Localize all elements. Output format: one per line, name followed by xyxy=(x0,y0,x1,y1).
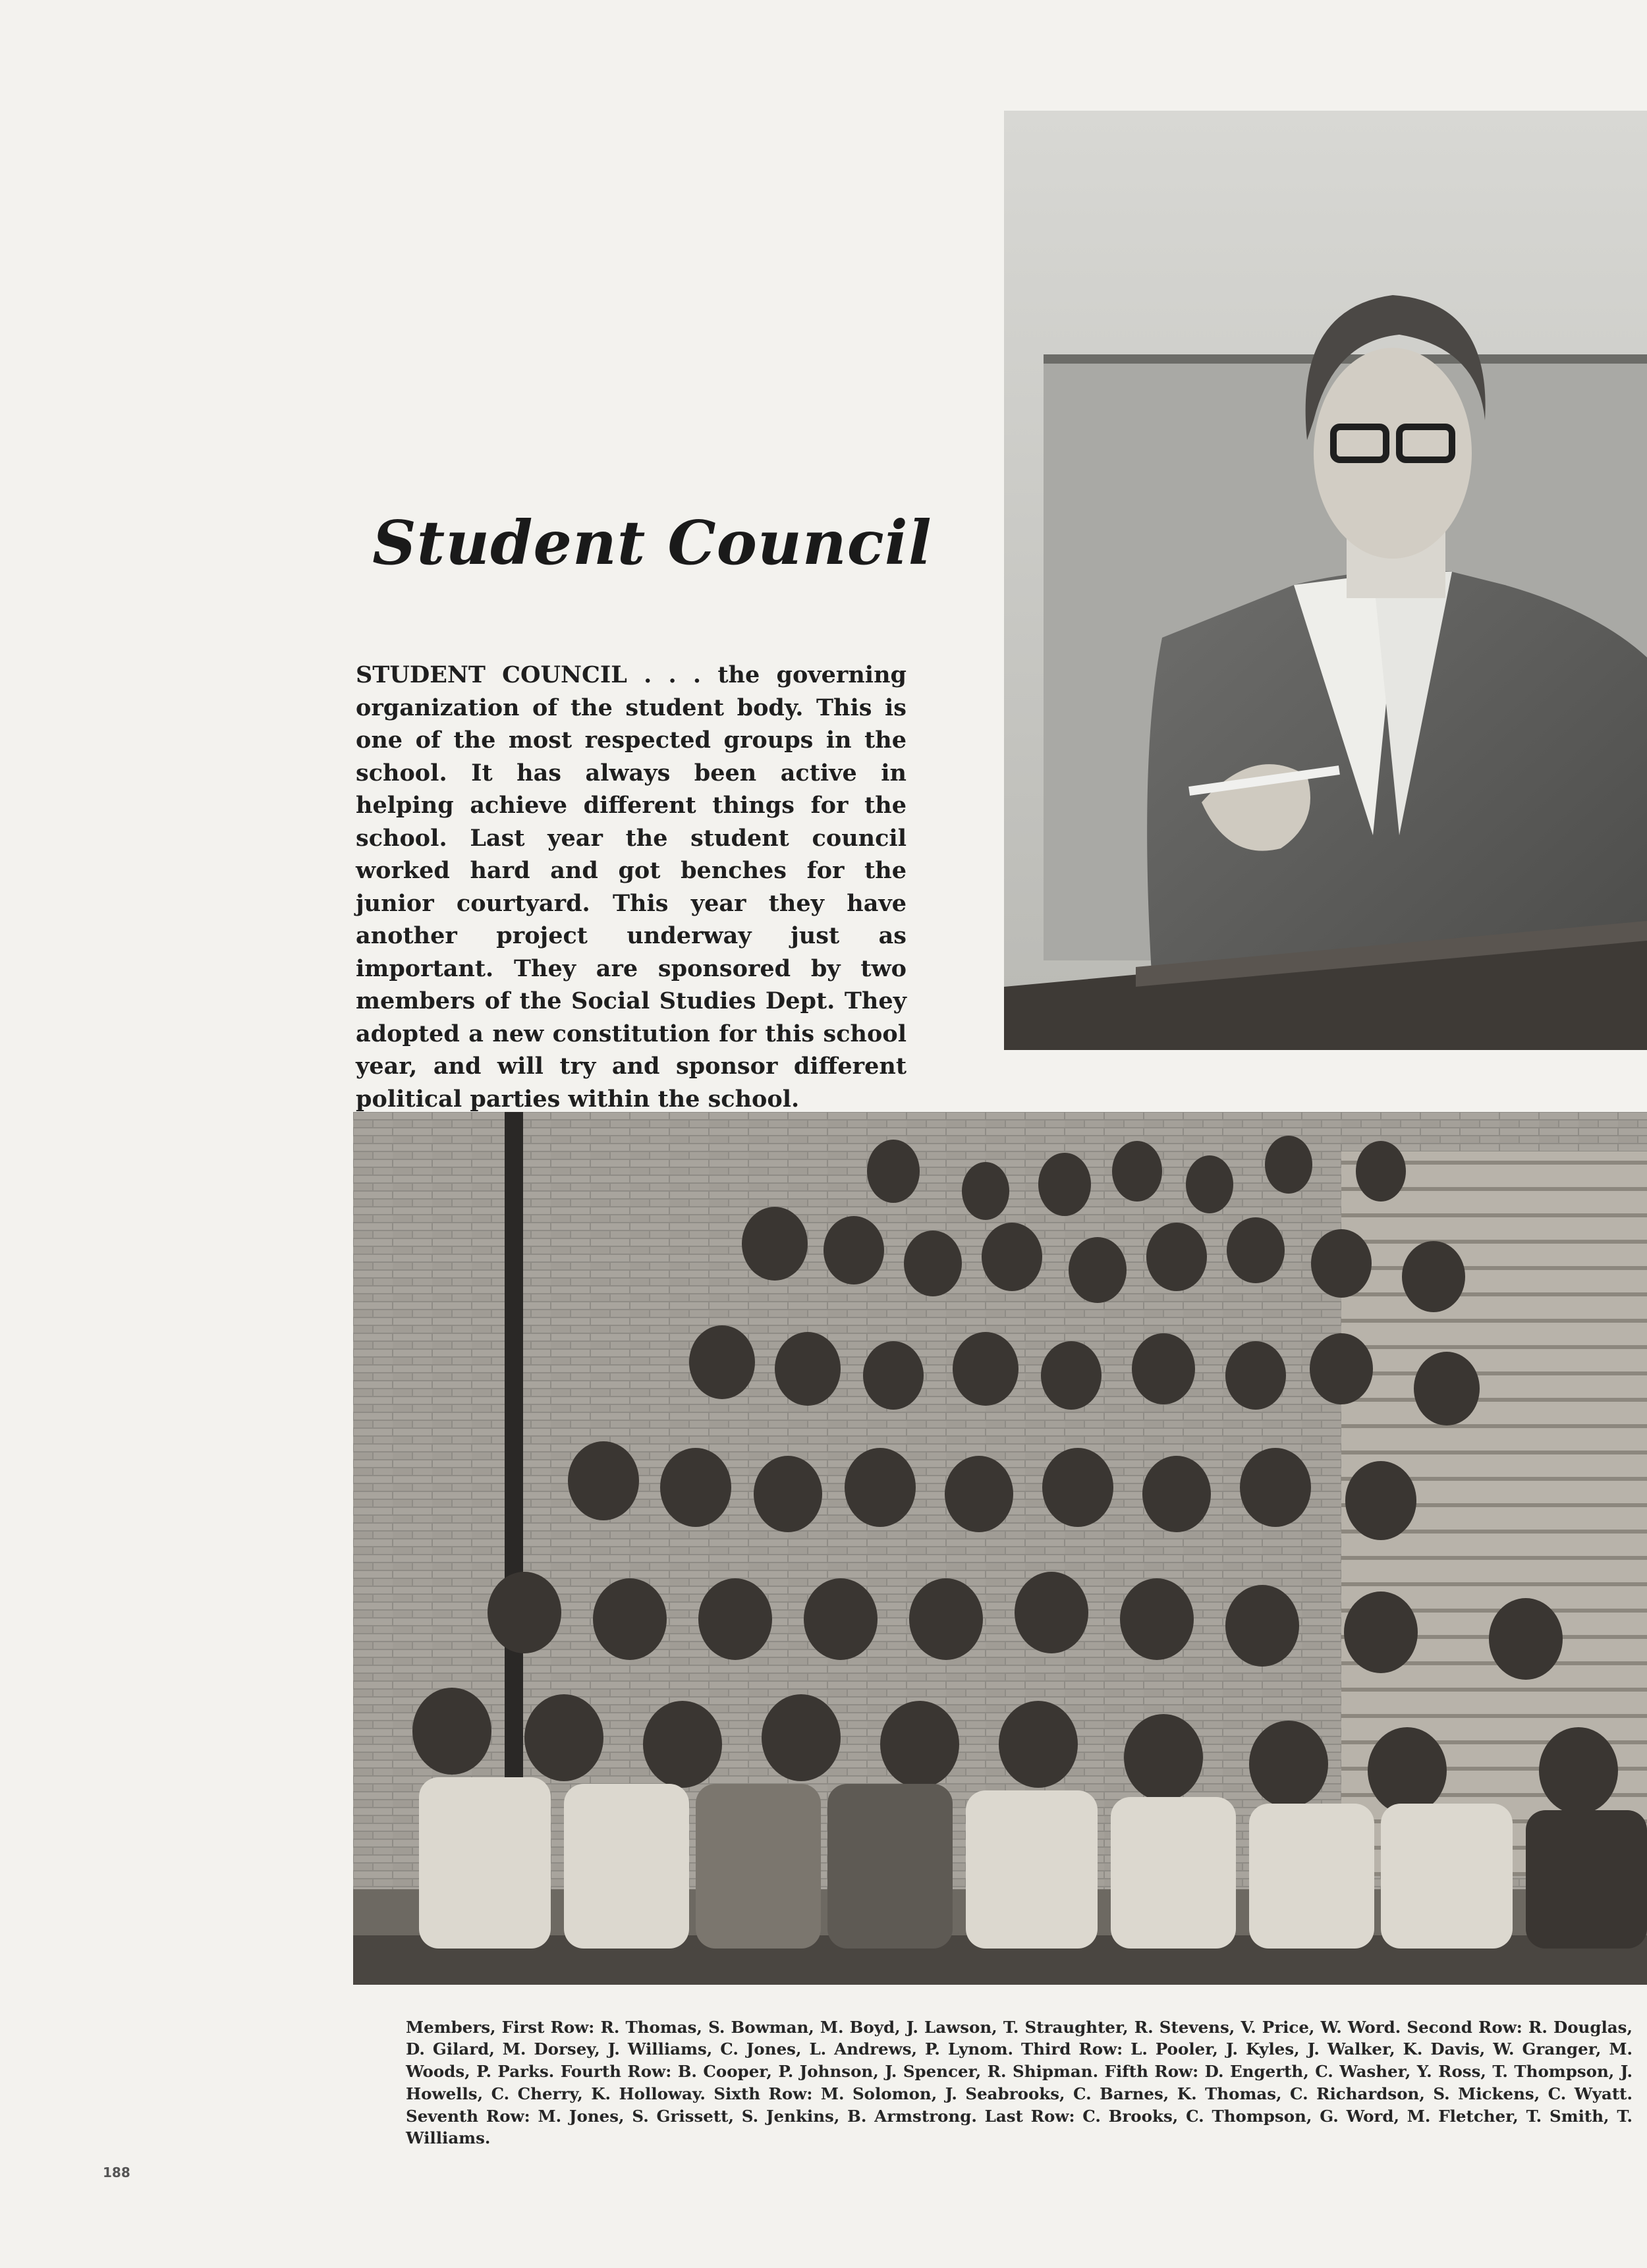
group-photo xyxy=(353,1112,1647,1985)
page-number: 188 xyxy=(103,2165,130,2180)
speaker-photo xyxy=(1004,111,1647,1050)
group-photo-illustration xyxy=(353,1112,1647,1985)
intro-paragraph: STUDENT COUNCIL . . . the governing organization of the student body. This is one of the most respected groups in the school. It has always been active in helping achieve different things for the school. Last year the student council worked hard and got benches for the junior courtyard. This year they have another project underway just as important. They are sponsored by two members of the Social Studies Dept. They adopted a new constitution for this school year, and will try and sponsor different political parties within the school. xyxy=(356,661,907,1113)
speaker-photo-illustration xyxy=(1004,111,1647,1050)
photo-caption: Members, First Row: R. Thomas, S. Bowman, M. Boyd, J. Lawson, T. Straughter, R. Stevens, V. Price, W. Word. Second Row: R. Douglas, D. Gilard, M. Dorsey, J. Williams, C. Jones, L. Andrews, P. Lynom. Third Row: L. Pooler, J. Kyles, J. Walker, K. Davis, W. Granger, M. Woods, P. Parks. Fourth Row: B. Cooper, P. Johnson, J. Spencer, R. Shipman. Fifth Row: D. Engerth, C. Washer, Y. Ross, T. Thompson, J. Howells, C. Cherry, K. Holloway. Sixth Row: M. Solomon, J. Seabrooks, C. Barnes, K. Thomas, C. Richardson, S. Mickens, C. Wyatt. Seventh Row: M. Jones, S. Grissett, S. Jenkins, B. Armstrong. Last Row: C. Brooks, C. Thompson, G. Word, M. Fletcher, T. Smith, T. Williams. xyxy=(406,2017,1633,2148)
page-title: Student Council xyxy=(372,507,932,578)
